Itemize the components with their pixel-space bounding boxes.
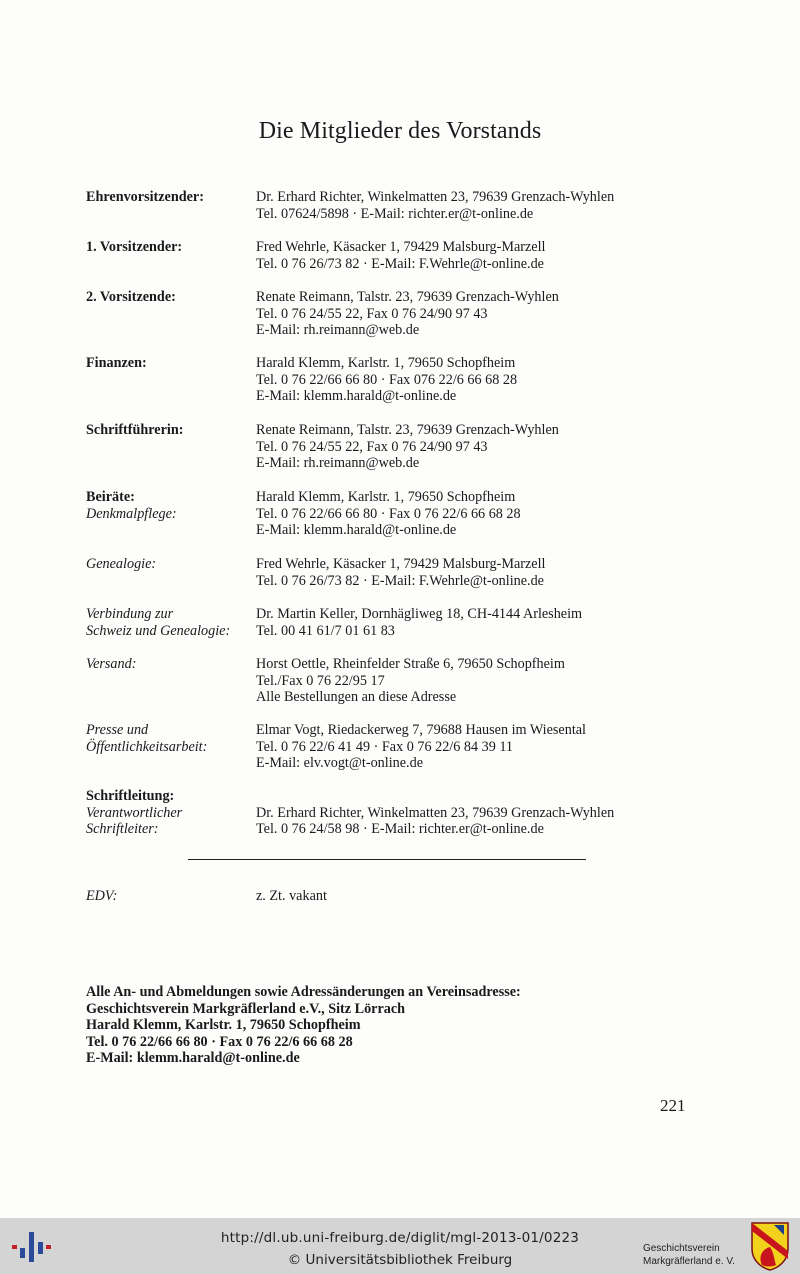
role-label	[86, 606, 256, 639]
role-label-line: 2. Vorsitzende:	[86, 289, 176, 305]
role-label	[86, 556, 256, 573]
contact-line: Tel. 0 76 24/58 98 · E-Mail: richter.er@t-online.de	[256, 821, 544, 837]
role-label-line: Schriftleitung:	[86, 788, 175, 804]
membership-notice	[86, 984, 686, 1067]
contact-details	[256, 606, 716, 639]
contact-line	[256, 788, 716, 805]
contact-line: Dr. Martin Keller, Dornhägliweg 18, CH-4144 Arlesheim	[256, 606, 583, 622]
page-title: Die Mitglieder des Vorstands	[258, 118, 542, 144]
contact-details	[256, 189, 716, 222]
role-label	[86, 422, 256, 439]
role-label	[86, 888, 256, 905]
role-label	[86, 489, 256, 522]
contact-line: Fred Wehrle, Käsacker 1, 79429 Malsburg-Marzell	[256, 556, 546, 572]
contact-details	[256, 556, 716, 589]
notice-line: E-Mail: klemm.harald@t-online.de	[86, 1050, 300, 1066]
role-label-line: Schriftleiter:	[86, 821, 159, 837]
contact-line: E-Mail: klemm.harald@t-online.de	[256, 522, 457, 538]
role-label-line: Presse und	[86, 722, 149, 738]
role-label	[86, 355, 256, 372]
contact-line: Tel./Fax 0 76 22/95 17	[256, 672, 385, 689]
role-label-line: Finanzen:	[86, 355, 147, 371]
contact-details	[256, 888, 716, 905]
contact-line: Fred Wehrle, Käsacker 1, 79429 Malsburg-Marzell	[256, 239, 546, 255]
role-label-line: 1. Vorsitzender:	[86, 239, 183, 255]
markgraeflerland-crest-icon	[750, 1221, 790, 1271]
contact-line: Harald Klemm, Karlstr. 1, 79650 Schopfheim	[256, 355, 516, 371]
footer-bar	[0, 1218, 800, 1274]
contact-line: z. Zt. vakant	[256, 888, 327, 904]
contact-line: Tel. 0 76 22/66 66 80 · Fax 076 22/6 66 68 28	[256, 371, 518, 388]
role-label-line: Genealogie:	[86, 556, 157, 572]
society-name-line2: Markgräflerland e. V.	[643, 1256, 735, 1267]
role-label-line: Schriftführerin:	[86, 422, 184, 438]
role-label	[86, 289, 256, 306]
role-label	[86, 239, 256, 256]
contact-line: Tel. 0 76 24/55 22, Fax 0 76 24/90 97 43	[256, 305, 488, 322]
role-label-line: Verantwortlicher	[86, 804, 183, 821]
role-label	[86, 722, 256, 755]
contact-line: Tel. 0 76 26/73 82 · E-Mail: F.Wehrle@t-online.de	[256, 572, 544, 589]
contact-line: Tel. 0 76 24/55 22, Fax 0 76 24/90 97 43	[256, 438, 488, 455]
contact-line: Tel. 07624/5898 · E-Mail: richter.er@t-online.de	[256, 205, 534, 222]
role-label	[86, 189, 256, 206]
contact-line: Alle Bestellungen an diese Adresse	[256, 689, 457, 705]
contact-line: Tel. 00 41 61/7 01 61 83	[256, 622, 395, 639]
contact-line: E-Mail: rh.reimann@web.de	[256, 455, 420, 471]
contact-line: Tel. 0 76 26/73 82 · E-Mail: F.Wehrle@t-online.de	[256, 255, 544, 272]
contact-line: Tel. 0 76 22/6 41 49 · Fax 0 76 22/6 84 39 11	[256, 738, 513, 755]
role-label-line: Schweiz und Genealogie:	[86, 622, 231, 639]
contact-line: E-Mail: klemm.harald@t-online.de	[256, 388, 457, 404]
contact-details	[256, 656, 716, 706]
contact-line: Dr. Erhard Richter, Winkelmatten 23, 79639 Grenzach-Wyhlen	[256, 189, 615, 205]
contact-details	[256, 239, 716, 272]
role-label-line: Versand:	[86, 656, 137, 672]
role-label-line: Verbindung zur	[86, 606, 174, 622]
role-label-line: Beiräte:	[86, 489, 135, 505]
contact-details	[256, 788, 716, 838]
role-label	[86, 656, 256, 673]
contact-details	[256, 289, 716, 339]
role-label-line: EDV:	[86, 888, 118, 904]
contact-line: Horst Oettle, Rheinfelder Straße 6, 79650 Schopfheim	[256, 656, 565, 672]
footer-copyright: © Universitätsbibliothek Freiburg	[287, 1252, 513, 1268]
notice-line: Tel. 0 76 22/66 66 80 · Fax 0 76 22/6 66 68 28	[86, 1033, 353, 1050]
contact-line: Dr. Erhard Richter, Winkelmatten 23, 79639 Grenzach-Wyhlen	[256, 804, 615, 821]
contact-details	[256, 722, 716, 772]
contact-details	[256, 355, 716, 405]
notice-line: Alle An- und Abmeldungen sowie Adressänderungen an Vereinsadresse:	[86, 984, 521, 1000]
divider-rule	[188, 859, 586, 860]
contact-details	[256, 489, 716, 539]
contact-details	[256, 422, 716, 472]
page-number: 221	[660, 1096, 686, 1115]
contact-line: Elmar Vogt, Riedackerweg 7, 79688 Hausen im Wiesental	[256, 722, 587, 738]
footer-url[interactable]: http://dl.ub.uni-freiburg.de/diglit/mgl-2013-01/0223	[220, 1230, 580, 1246]
society-name	[643, 1242, 735, 1268]
contact-line: Tel. 0 76 22/66 66 80 · Fax 0 76 22/6 66 68 28	[256, 505, 521, 522]
role-label	[86, 788, 256, 838]
society-name-line1: Geschichtsverein	[643, 1243, 720, 1254]
contact-line: Renate Reimann, Talstr. 23, 79639 Grenzach-Wyhlen	[256, 289, 559, 305]
role-label-line: Ehrenvorsitzender:	[86, 189, 204, 205]
notice-line: Harald Klemm, Karlstr. 1, 79650 Schopfheim	[86, 1017, 361, 1033]
role-label-line: Öffentlichkeitsarbeit:	[86, 738, 208, 755]
contact-line: E-Mail: rh.reimann@web.de	[256, 322, 420, 338]
role-label-line: Denkmalpflege:	[86, 505, 177, 522]
contact-line: Harald Klemm, Karlstr. 1, 79650 Schopfheim	[256, 489, 516, 505]
notice-line: Geschichtsverein Markgräflerland e.V., Sitz Lörrach	[86, 1000, 406, 1017]
contact-line: E-Mail: elv.vogt@t-online.de	[256, 755, 423, 771]
contact-line: Renate Reimann, Talstr. 23, 79639 Grenzach-Wyhlen	[256, 422, 559, 438]
